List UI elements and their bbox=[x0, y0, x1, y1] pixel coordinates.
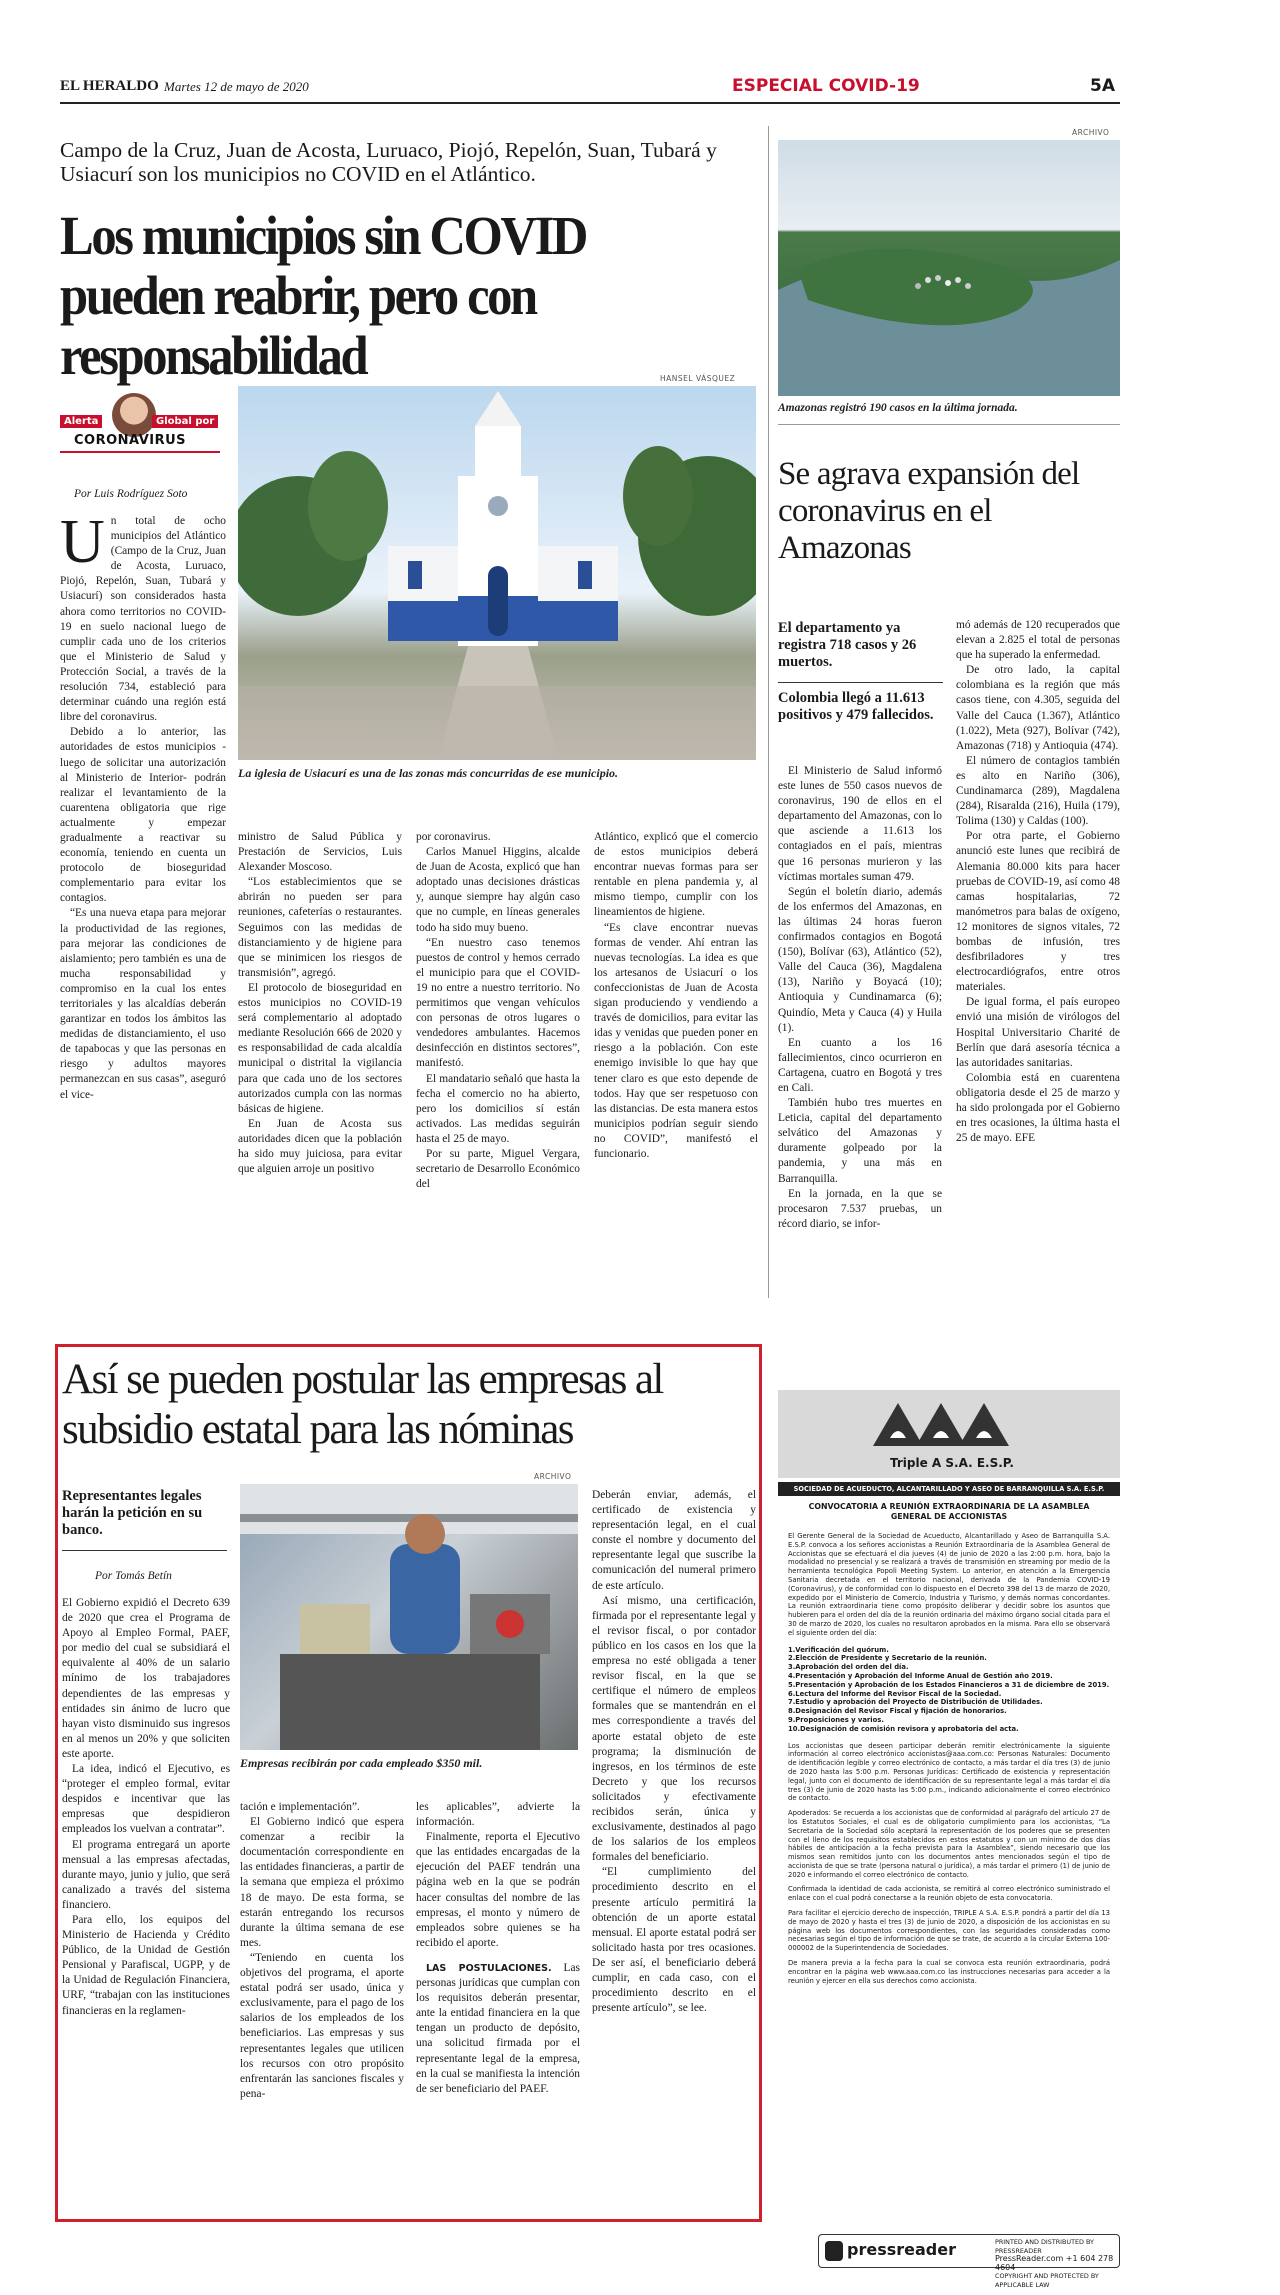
covid-alert-badge bbox=[60, 393, 225, 463]
ad-company: Triple A S.A. E.S.P. bbox=[890, 1456, 1014, 1470]
subsidio-headline: Así se pueden postular las empresas al subsidio estatal para las nóminas bbox=[62, 1356, 663, 1453]
subsidio-col3-p1: les aplicables”, advierte la información. bbox=[416, 1801, 580, 1829]
subsidio-col1-p1: El Gobierno expidió el Decreto 639 de 2020 que crea el Programa de Apoyo al Empleo Formal, PAEF, por medio del cual se subsidiará el equivalente al 40% de un salario mínimo de los trabajadores dependientes de las empresas y entidades sin ánimo de lucro que hayan visto disminuido sus ingresos en al menos un 20% y que soliciten este aporte. bbox=[62, 1597, 230, 1760]
ad-agenda-item: 5.Presentación y Aprobación de los Estados Financieros a 31 de diciembre de 2019. bbox=[788, 1680, 1110, 1689]
ad-agenda-item: 9.Proposiciones y varios. bbox=[788, 1715, 884, 1724]
main-col-1 bbox=[60, 514, 226, 1294]
amazonas-col2-p1: mó además de 120 recuperados que elevan a 2.825 el total de personas que ha superado la enfermedad. bbox=[956, 619, 1120, 662]
amazonas-col1-p1: El Ministerio de Salud informó este lunes de 550 casos nuevos de coronavirus, 190 de ellos en el departamento del Amazonas, con lo que asciende a 11.613 los contagiados en el país, mientras que 16 personas murieron y las víctimas mortales suman 479. bbox=[778, 765, 942, 883]
amazonas-col1-p5: En la jornada, en la que se procesaron 7.537 pruebas, un récord diario, se infor- bbox=[778, 1187, 942, 1230]
amazonas-col-1 bbox=[778, 764, 942, 1298]
amazonas-caption-rule bbox=[778, 424, 1120, 425]
ad-agenda-item: 4.Presentación y Aprobación del Informe Anual de Gestión año 2019. bbox=[788, 1671, 1053, 1680]
amazonas-col1-p4: También hubo tres muertes en Leticia, capital del departamento selvático del Amazonas y duramente golpeado por la pandemia, y una más en Barranquilla. bbox=[778, 1097, 942, 1185]
ad-p3: Apoderados: Se recuerda a los accionistas que de conformidad al parágrafo del artículo 27 de los Estatutos Sociales, el cual es de obligatorio cumplimiento para los accionistas, “La Secretaria de la Sociedad sólo aceptará la representación de los poderes que se presenten con el lleno de los requisitos establecidos en estos estatutos y con un mínimo de dos días hábiles de anticipación a la fecha prevista para la Asamblea”, siendo necesario que los mismos sean remitidos junto con los documentos antes mencionados según el tipo de accionista de que se trate (persona natural o jurídica), a más tardar el primero (1) de junio de 2020 e informando el correo electrónico de contacto. bbox=[788, 1809, 1110, 1879]
amazonas-col-2 bbox=[956, 618, 1120, 1298]
main-col-3 bbox=[416, 830, 580, 1294]
main-col3-p4: El mandatario señaló que hasta la fecha el comercio no ha abierto, pero los domicilios sí están activados. Las medidas seguirán hasta el 25 de mayo. bbox=[416, 1072, 580, 1145]
main-col4-p2: “Es clave encontrar nuevas formas de vender. Ahí entran las nuevas tecnologías. La idea es que los artesanos de Usiacurí o los confeccionistas de Juan de Acosta sigan produciendo y vendiendo a través de domicilios, para evitar las idas y venidas que pueden poner en riesgo a la población. Con este enemigo invisible lo que hay que tener claro es que esto depende de todos. Hay que ser respetuoso con las distancias. De esta manera estos municipios podrían seguir siendo no COVID”, manifestó el funcionario. bbox=[594, 921, 758, 1160]
subsidio-col2-p2: El Gobierno indicó que espera comenzar a recibir la documentación correspondiente en las entidades financieras, a partir de la semana que empieza el próximo 18 de mayo. De esta forma, se estarán entregando los recursos durante la última semana de ese mes. bbox=[240, 1816, 404, 1949]
amazonas-col1-p3: En cuanto a los 16 fallecimientos, cinco ocurrieron en Cartagena, cuatro en Bogotá y tres en Cali. bbox=[778, 1036, 942, 1094]
subsidio-deck-rule bbox=[62, 1550, 227, 1551]
amazonas-deck-1: El departamento ya registra 718 casos y 26 muertos. bbox=[778, 620, 917, 670]
amazonas-photo bbox=[778, 140, 1120, 396]
main-col2-p3: El protocolo de bioseguridad en estos municipios no COVID-19 será complementario al adoptado mediante Resolución 666 de 2020 y es responsabilidad de cada alcaldía municipal o distrital la vigilancia para que cada uno de los sectores autorizados cumpla con las normas básicas de higiene. bbox=[238, 981, 402, 1115]
subsidio-col4-p1: Deberán enviar, además, el certificado de existencia y representación legal, en el cual conste el nombre y documento del representante legal que suscribe la comunicación del numeral primero de este artículo. bbox=[592, 1489, 756, 1592]
header-rule bbox=[60, 102, 1120, 104]
church-photo bbox=[238, 386, 756, 760]
ad-agenda-item: 2.Elección de Presidente y Secretario de la reunión. bbox=[788, 1654, 987, 1663]
main-headline: Los municipios sin COVID pueden reabrir, pero con responsabilidad bbox=[60, 205, 587, 386]
ad-strip: SOCIEDAD DE ACUEDUCTO, ALCANTARILLADO Y ASEO DE BARRANQUILLA S.A. E.S.P. bbox=[778, 1482, 1120, 1496]
workshop-illustration bbox=[240, 1484, 578, 1750]
subsidio-subhead: LAS POSTULACIONES. bbox=[426, 1962, 552, 1974]
ad-agenda-item: 6.Lectura del Informe del Revisor Fiscal de la Sociedad. bbox=[788, 1689, 1002, 1698]
pressreader-line3: COPYRIGHT AND PROTECTED BY APPLICABLE LAW bbox=[995, 2272, 1099, 2289]
subsidio-col3-p3: Las personas jurídicas que cumplan con los requisitos deberán presentar, ante la entidad financiera en la que tengan un producto de depósito, una solicitud firmada por el representante legal de la empresa, en la cual se manifiesta la intención de ser beneficiario del PAEF. bbox=[416, 1961, 580, 2095]
pressreader-line2: PressReader.com +1 604 278 4604 bbox=[995, 2254, 1114, 2272]
main-col3-p2: Carlos Manuel Higgins, alcalde de Juan de Acosta, explicó que han adoptado unas decisiones drásticas y, aunque siempre hay algún caso que no cumple, en líneas generales todo ha sido muy bueno. bbox=[416, 846, 580, 934]
main-kicker: Campo de la Cruz, Juan de Acosta, Luruaco, Piojó, Repelón, Suan, Tubará y Usiacurí son los municipios no COVID en el Atlántico. bbox=[60, 138, 717, 186]
pressreader-info bbox=[995, 2238, 1115, 2290]
amazonas-col2-p5: De igual forma, el país europeo envió una misión de virólogos del Hospital Universitario Charité de Berlín que dará asesoría técnica a las autoridades sanitarias. bbox=[956, 996, 1120, 1069]
pressreader-logo-icon bbox=[825, 2241, 843, 2261]
amazonas-col1-p2: Según el boletín diario, además de los enfermos del Amazonas, en las últimas 24 horas fueron confirmados contagios en Bogotá (150), Bolívar (63), Atlántico (52), Valle del Cauca (36), Magdalena (13), Nariño y Boyacá (10); Antioquia y Cundinamarca (6); Quindío, Meta y Cauca (4) y Huila (1). bbox=[778, 885, 942, 1034]
main-col4-p1: Atlántico, explicó que el comercio de estos municipios deberá encontrar nuevas formas para ser rentable en plena pandemia y, al mismo tiempo, cumplir con los lineamientos de higiene. bbox=[594, 831, 758, 919]
subsidio-col1-p2: La idea, indicó el Ejecutivo, es “proteger el empleo formal, evitar despidos e incentivar que las empresas que despidieron empleados los vuelvan a contratar”. bbox=[62, 1763, 230, 1836]
ad-body bbox=[788, 1532, 1110, 2212]
subsidio-col-3 bbox=[416, 1800, 580, 2212]
ad-intro: El Gerente General de la Sociedad de Acueducto, Alcantarillado y Aseo de Barranquilla S.A. E.S.P. convoca a los señores accionistas a Reunión Extraordinaria de la Asamblea General de Accionistas que se efectuará el día jueves (4) de junio de 2020 a las 2:00 p.m. hora, bajo la modalidad no presencial y se realizará a través de transmisión en streaming por medio de la herramienta tecnológica Popoli Meeting System. Lo anterior, en atención a la Emergencia Sanitaria decretada en el territorio nacional, derivada de la Pandemia COVID-19 (Coronavirus), y de conformidad con lo dispuesto en el Decreto 398 del 13 de marzo de 2020, expedido por el Ministerio de Comercio, Industria y Turismo, y demás normas concordantes. La reunión extraordinaria tiene como propósito deliberar y decidir sobre los asuntos que hubieren para el orden del día de la reunión ordinaria del máximo órgano social citada para el 30 de marzo de 2020, los cuales no resultaron aprobados en la misma. Para ello se observará el siguiente orden del día: bbox=[788, 1532, 1110, 1637]
subsidio-photo-credit: ARCHIVO bbox=[534, 1472, 572, 1481]
subsidio-col-2 bbox=[240, 1800, 404, 2212]
ad-agenda-item: 8.Designación del Revisor Fiscal y fijación de honorarios. bbox=[788, 1707, 1007, 1716]
pressreader-footer[interactable] bbox=[818, 2234, 1120, 2289]
main-byline: Por Luis Rodríguez Soto bbox=[74, 488, 188, 500]
badge-underline bbox=[60, 451, 220, 453]
main-col-4 bbox=[594, 830, 758, 1294]
subsidio-col3-p2: Finalmente, reporta el Ejecutivo que las entidades encargadas de la ejecución del PAEF tendrán una página web en la que se podrán hacer consultas del nombre de las empresas, el monto y número de empleados sobre quienes se ha recibido el aporte. bbox=[416, 1831, 580, 1949]
paper-name: EL HERALDO bbox=[60, 78, 159, 94]
pressreader-line1: PRINTED AND DISTRIBUTED BY PRESSREADER bbox=[995, 2238, 1094, 2255]
ad-p5: Para facilitar el ejercicio derecho de inspección, TRIPLE A S.A. E.S.P. pondrá a partir del día 13 de mayo de 2020 y hasta el tres (3) de junio de 2020, a disposición de los accionistas en su página web los documentos correspondientes, con las seguridades consideradas como necesarias según el tipo de información de que se trate, de acuerdo a la circular Externa 100-000002 de la Superintendencia de Sociedades. bbox=[788, 1909, 1110, 1953]
subsidio-col2-p3: “Teniendo en cuenta los objetivos del programa, el aporte estatal podrá ser usado, única y exclusivamente, para el pago de los salarios de los empleados de los beneficiarios. Las empresas y sus representantes legales que utilicen los recursos con otro propósito enfrentarán las sanciones fiscales y pena- bbox=[240, 1951, 404, 2100]
subsidio-deck: Representantes legales harán la petición en su banco. bbox=[62, 1488, 203, 1538]
ad-p4: Confirmada la identidad de cada accionista, se remitirá al correo electrónico suministrado el enlace con el cual podrá conectarse a la reunión objeto de esta convocatoria. bbox=[788, 1885, 1110, 1903]
subsidio-photo-caption: Empresas recibirán por cada empleado $350 mil. bbox=[240, 1756, 483, 1770]
amazonas-col2-p4: Por otra parte, el Gobierno anunció este lunes que recibirá de Alemania 80.000 kits para hacer pruebas de COVID-19, así como 48 camas hospitalarias, 72 manómetros para balas de oxígeno, 12 monitores de signos vitales, 72 bombas de infusión, tres desfibriladores y tres electrocardiógrafos, entre otros materiales. bbox=[956, 830, 1120, 994]
main-col2-p1: ministro de Salud Pública y Prestación de Servicios, Luis Alexander Moscoso. bbox=[238, 831, 402, 874]
subsidio-col-1 bbox=[62, 1596, 230, 2212]
amazonas-photo-caption: Amazonas registró 190 casos en la última jornada. bbox=[778, 402, 1018, 414]
subsidio-col4-p3: “El cumplimiento del procedimiento descrito en el presente artículo permitirá la obtención de un aporte estatal mensual. El aporte estatal podrá ser solicitado hasta por tres ocasiones. De ser así, el beneficiario deberá cumplir, en cada caso, con el procedimiento descrito en el presente artículo”, se lee. bbox=[592, 1866, 756, 2015]
amazonas-col2-p3: El número de contagios también es alto en Nariño (306), Cundinamarca (289), Magdalena (284), Risaralda (216), Huila (179), Tolima (130) y Caldas (100). bbox=[956, 754, 1120, 828]
badge-coronavirus: CORONAVIRUS bbox=[74, 433, 187, 448]
ad-p6: De manera previa a la fecha para la cual se convoca esta reunión extraordinaria, podrá encontrar en la página web www.aaa.com.co las instrucciones necesarias para acceder a la reunión y ejercer en ella sus derechos como accionista. bbox=[788, 1959, 1110, 1985]
subsidio-col1-p4: Para ello, los equipos del Ministerio de Hacienda y Crédito Público, de la Unidad de Gestión Pensional y Parafiscal, UGPP, y de la Unidad de Regulación Financiera, URF, “trabajan con las instituciones financieras en la reglamen- bbox=[62, 1913, 230, 2017]
badge-global: Global por bbox=[152, 415, 218, 428]
main-col1-p2: Debido a lo anterior, las autoridades de estos municipios -luego de solicitar una autorización al Ministerio de Interior- podrán realizar el levantamiento de la cuarentena obligatoria que rige actualmente y empezar gradualmente a reactivar su economía, teniendo en cuenta un protocolo de bioseguridad complementario para evitar los contagios. bbox=[60, 726, 226, 905]
subsidio-photo bbox=[240, 1484, 578, 1750]
main-col3-p5: Por su parte, Miguel Vergara, secretario de Desarrollo Económico del bbox=[416, 1147, 580, 1191]
page-number: 5A bbox=[1090, 76, 1115, 96]
badge-face-icon bbox=[112, 393, 156, 437]
pressreader-brand: pressreader bbox=[847, 2240, 956, 2259]
section-label: ESPECIAL COVID-19 bbox=[732, 76, 920, 96]
amazonas-deck-2: Colombia llegó a 11.613 positivos y 479 fallecidos. bbox=[778, 690, 934, 723]
ad-agenda-item: 1.Verificación del quórum. bbox=[788, 1645, 889, 1654]
amazonas-headline: Se agrava expansión del coronavirus en el Amazonas bbox=[778, 456, 1080, 566]
subsidio-byline: Por Tomás Betín bbox=[95, 1570, 172, 1582]
subsidio-col2-p1: tación e implementación”. bbox=[240, 1801, 360, 1813]
ad-title: CONVOCATORIA A REUNIÓN EXTRAORDINARIA DE LA ASAMBLEA GENERAL DE ACCIONISTAS bbox=[808, 1502, 1090, 1521]
ad-agenda-item: 3.Aprobación del orden del día. bbox=[788, 1663, 909, 1672]
ad-p2: Los accionistas que deseen participar deberán remitir electrónicamente la siguiente información al correo electrónico accionistas@aaa.com.co: Personas Naturales: Documento de identificación legible y correo electrónico de contacto, a más tardar el día tres (3) de junio de 2020 hasta las 5:00 p.m. Personas Jurídicas: Certificado de existencia y representación legal, junto con el documento de identificación de su representante legal a más tardar el día tres (3) de junio de 2020 hasta las 5:00 p.m., indicando adicionalmente el correo electrónico de contacto. bbox=[788, 1741, 1110, 1803]
ad-agenda-item: 10.Designación de comisión revisora y aprobatoria del acta. bbox=[788, 1724, 1019, 1733]
main-col1-p3: “Es una nueva etapa para mejorar la productividad de las regiones, para mejorar las condiciones de aislamiento; pero también es una de mucha responsabilidad y compromiso en la cual los entes territoriales y las alcaldías deberán garantizar en todos los ámbitos las medidas de distanciamiento, el uso de tapabocas y que las personas en riesgo y adultos mayores permanezcan en sus casas”, aseguró el vice- bbox=[60, 907, 226, 1101]
vertical-rule-right bbox=[768, 126, 769, 1298]
amazonas-photo-credit: ARCHIVO bbox=[1072, 128, 1110, 137]
page-date: Martes 12 de mayo de 2020 bbox=[164, 79, 309, 94]
main-col2-p2: “Los establecimientos que se abrirán no pueden ser para reuniones, cafeterías o restaurantes. Seguimos con las medidas de distanciamiento y de higiene para que se minimicen los riesgos de transmisión”, agregó. bbox=[238, 876, 402, 979]
ad-agenda-item: 7.Estudio y aprobación del Proyecto de Distribución de Utilidades. bbox=[788, 1698, 1043, 1707]
ad-agenda bbox=[788, 1646, 1110, 1734]
page-header bbox=[60, 76, 1120, 98]
subsidio-col4-p2: Así mismo, una certificación, firmada por el representante legal y el revisor fiscal, o por contador público en los casos en los que la empresa no esté obligada a tener revisor fiscal, en la que se certifique el número de empleos formales que se mantendrán en el mes correspondiente a través del aporte estatal objeto de este programa; la disminución de ingresos, en los términos de este Decreto y que los recursos solicitados y efectivamente recibidos serán, única y exclusivamente, destinados al pago de los salarios de los empleos formales del beneficiario. bbox=[592, 1594, 756, 1864]
badge-alerta: Alerta bbox=[60, 415, 102, 428]
main-col-2 bbox=[238, 830, 402, 1294]
church-photo-credit: HANSEL VÁSQUEZ bbox=[660, 374, 736, 383]
main-dropcap: U bbox=[60, 514, 105, 576]
triple-a-ad bbox=[778, 1390, 1120, 2216]
church-illustration bbox=[238, 386, 756, 760]
main-col3-p3: “En nuestro caso tenemos puestos de control y hemos cerrado el municipio para que el COVID-19 no entre a nuestro territorio. No permitimos que vengan vehículos con personas de otros lugares o vendedores ambulantes. Hacemos desinfección en distintos sectores”, manifestó. bbox=[416, 936, 580, 1070]
amazonas-illustration bbox=[778, 140, 1120, 396]
subsidio-col-4 bbox=[592, 1488, 756, 2212]
amazonas-deck-rule bbox=[778, 682, 943, 683]
main-col2-p4: En Juan de Acosta sus autoridades dicen que la población ha sido muy juiciosa, para evitar que alguien arroje un positivo bbox=[238, 1117, 402, 1176]
amazonas-col2-p6: Colombia está en cuarentena obligatoria desde el 25 de marzo y ha sido prolongada por el Gobierno en tres ocasiones, la última hasta el 25 de mayo. EFE bbox=[956, 1071, 1120, 1145]
amazonas-col2-p2: De otro lado, la capital colombiana es la región que más casos tiene, con 4.305, seguida del Valle del Cauca (1.367), Atlántico (1.022), Meta (927), Bolívar (742), Amazonas (718) y Antioquia (474). bbox=[956, 664, 1120, 752]
subsidio-col1-p3: El programa entregará un aporte mensual a las empresas afectadas, durante mayo, junio y julio, que será canalizado a través del sistema financiero. bbox=[62, 1838, 230, 1911]
aaa-logo-icon bbox=[868, 1398, 1018, 1448]
church-photo-caption: La iglesia de Usiacurí es una de las zonas más concurridas de ese municipio. bbox=[238, 766, 619, 780]
main-col1-p1: n total de ocho municipios del Atlántico (Campo de la Cruz, Juan de Acosta, Luruaco, Piojó, Repelón, Suan, Tubará y Usiacurí) son considerados hasta ahora como territorios no COVID-19 en suelo nacional luego de cumplir cada uno de los criterios que el Ministerio de Salud y Protección Social, a través de la resolución 734, estableció para determinar cuándo una región está libre del coronavirus. bbox=[60, 515, 226, 724]
main-col3-p1: por coronavirus. bbox=[416, 831, 491, 843]
